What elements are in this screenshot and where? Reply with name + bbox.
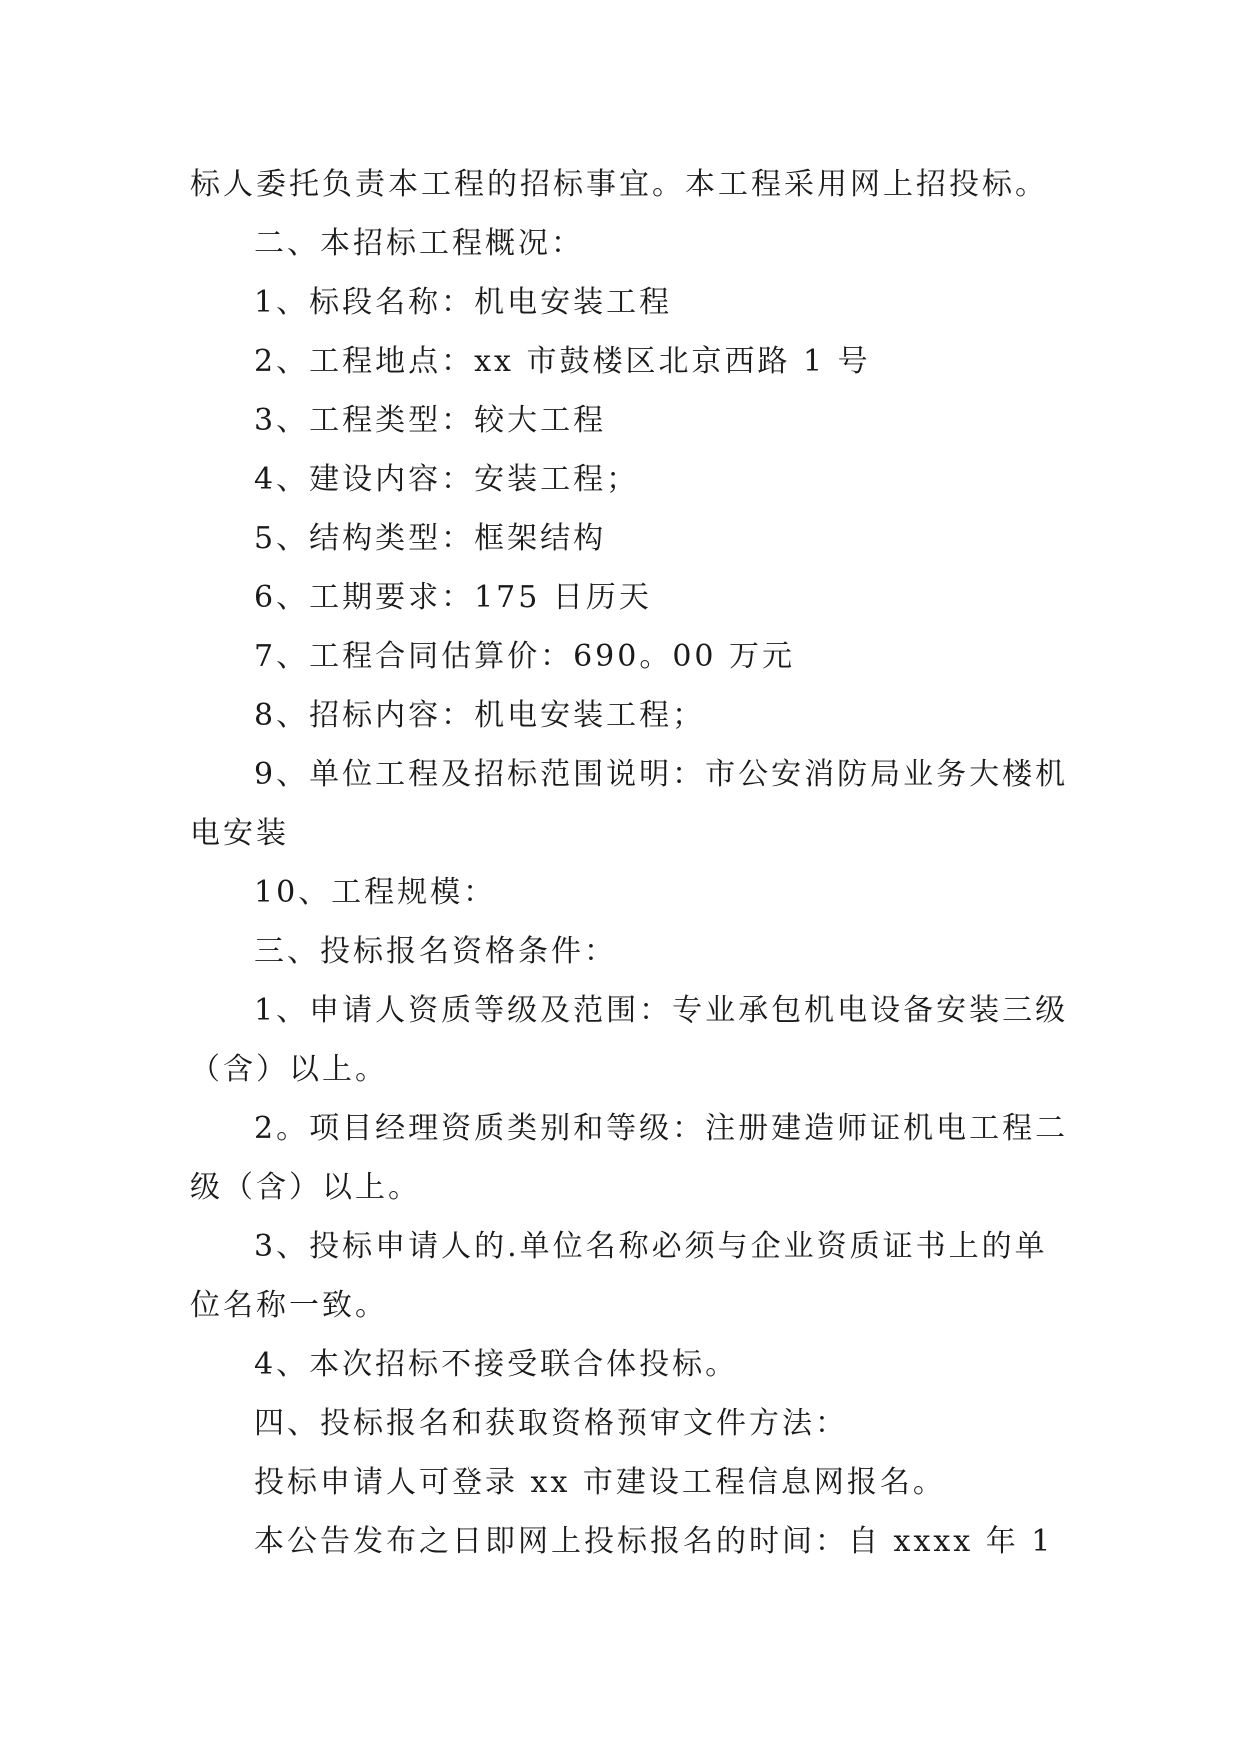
section-heading-registration: 四、投标报名和获取资格预审文件方法： [254,1406,848,1441]
list-item-section-name: 1、标段名称：机电安装工程 [254,285,673,320]
list-item-location: 2、工程地点：xx 市鼓楼区北京西路 1 号 [254,344,871,379]
paragraph-registration-time: 本公告发布之日即网上投标报名的时间：自 xxxx 年 1 [254,1524,1054,1559]
list-item-scope: 9、单位工程及招标范围说明：市公安消防局业务大楼机电安装 [190,757,1069,851]
list-item-company-name: 3、投标申请人的.单位名称必须与企业资质证书上的单位名称一致。 [190,1229,1048,1323]
list-item-duration: 6、工期要求：175 日历天 [254,580,652,615]
paragraph-registration-site: 投标申请人可登录 xx 市建设工程信息网报名。 [254,1465,946,1500]
list-item-qualification-level: 1、申请人资质等级及范围：专业承包机电设备安装三级（含）以上。 [190,993,1069,1087]
list-item-structure-type: 5、结构类型：框架结构 [254,521,607,556]
list-item-project-type: 3、工程类型：较大工程 [254,403,607,438]
list-item-construction-content: 4、建设内容：安装工程； [254,462,640,497]
section-heading-qualification: 三、投标报名资格条件： [254,934,617,969]
paragraph-continuation: 标人委托负责本工程的招标事宜。本工程采用网上招投标。 [190,167,1048,202]
document-body [190,155,1070,1571]
list-item-scale: 10、工程规模： [254,875,497,910]
list-item-consortium: 4、本次招标不接受联合体投标。 [254,1347,739,1382]
list-item-estimated-price: 7、工程合同估算价：690。00 万元 [254,639,796,674]
list-item-tender-content: 8、招标内容：机电安装工程； [254,698,706,733]
list-item-manager-qualification: 2。项目经理资质类别和等级：注册建造师证机电工程二级（含）以上。 [190,1111,1069,1205]
section-heading-overview: 二、本招标工程概况： [254,226,584,261]
